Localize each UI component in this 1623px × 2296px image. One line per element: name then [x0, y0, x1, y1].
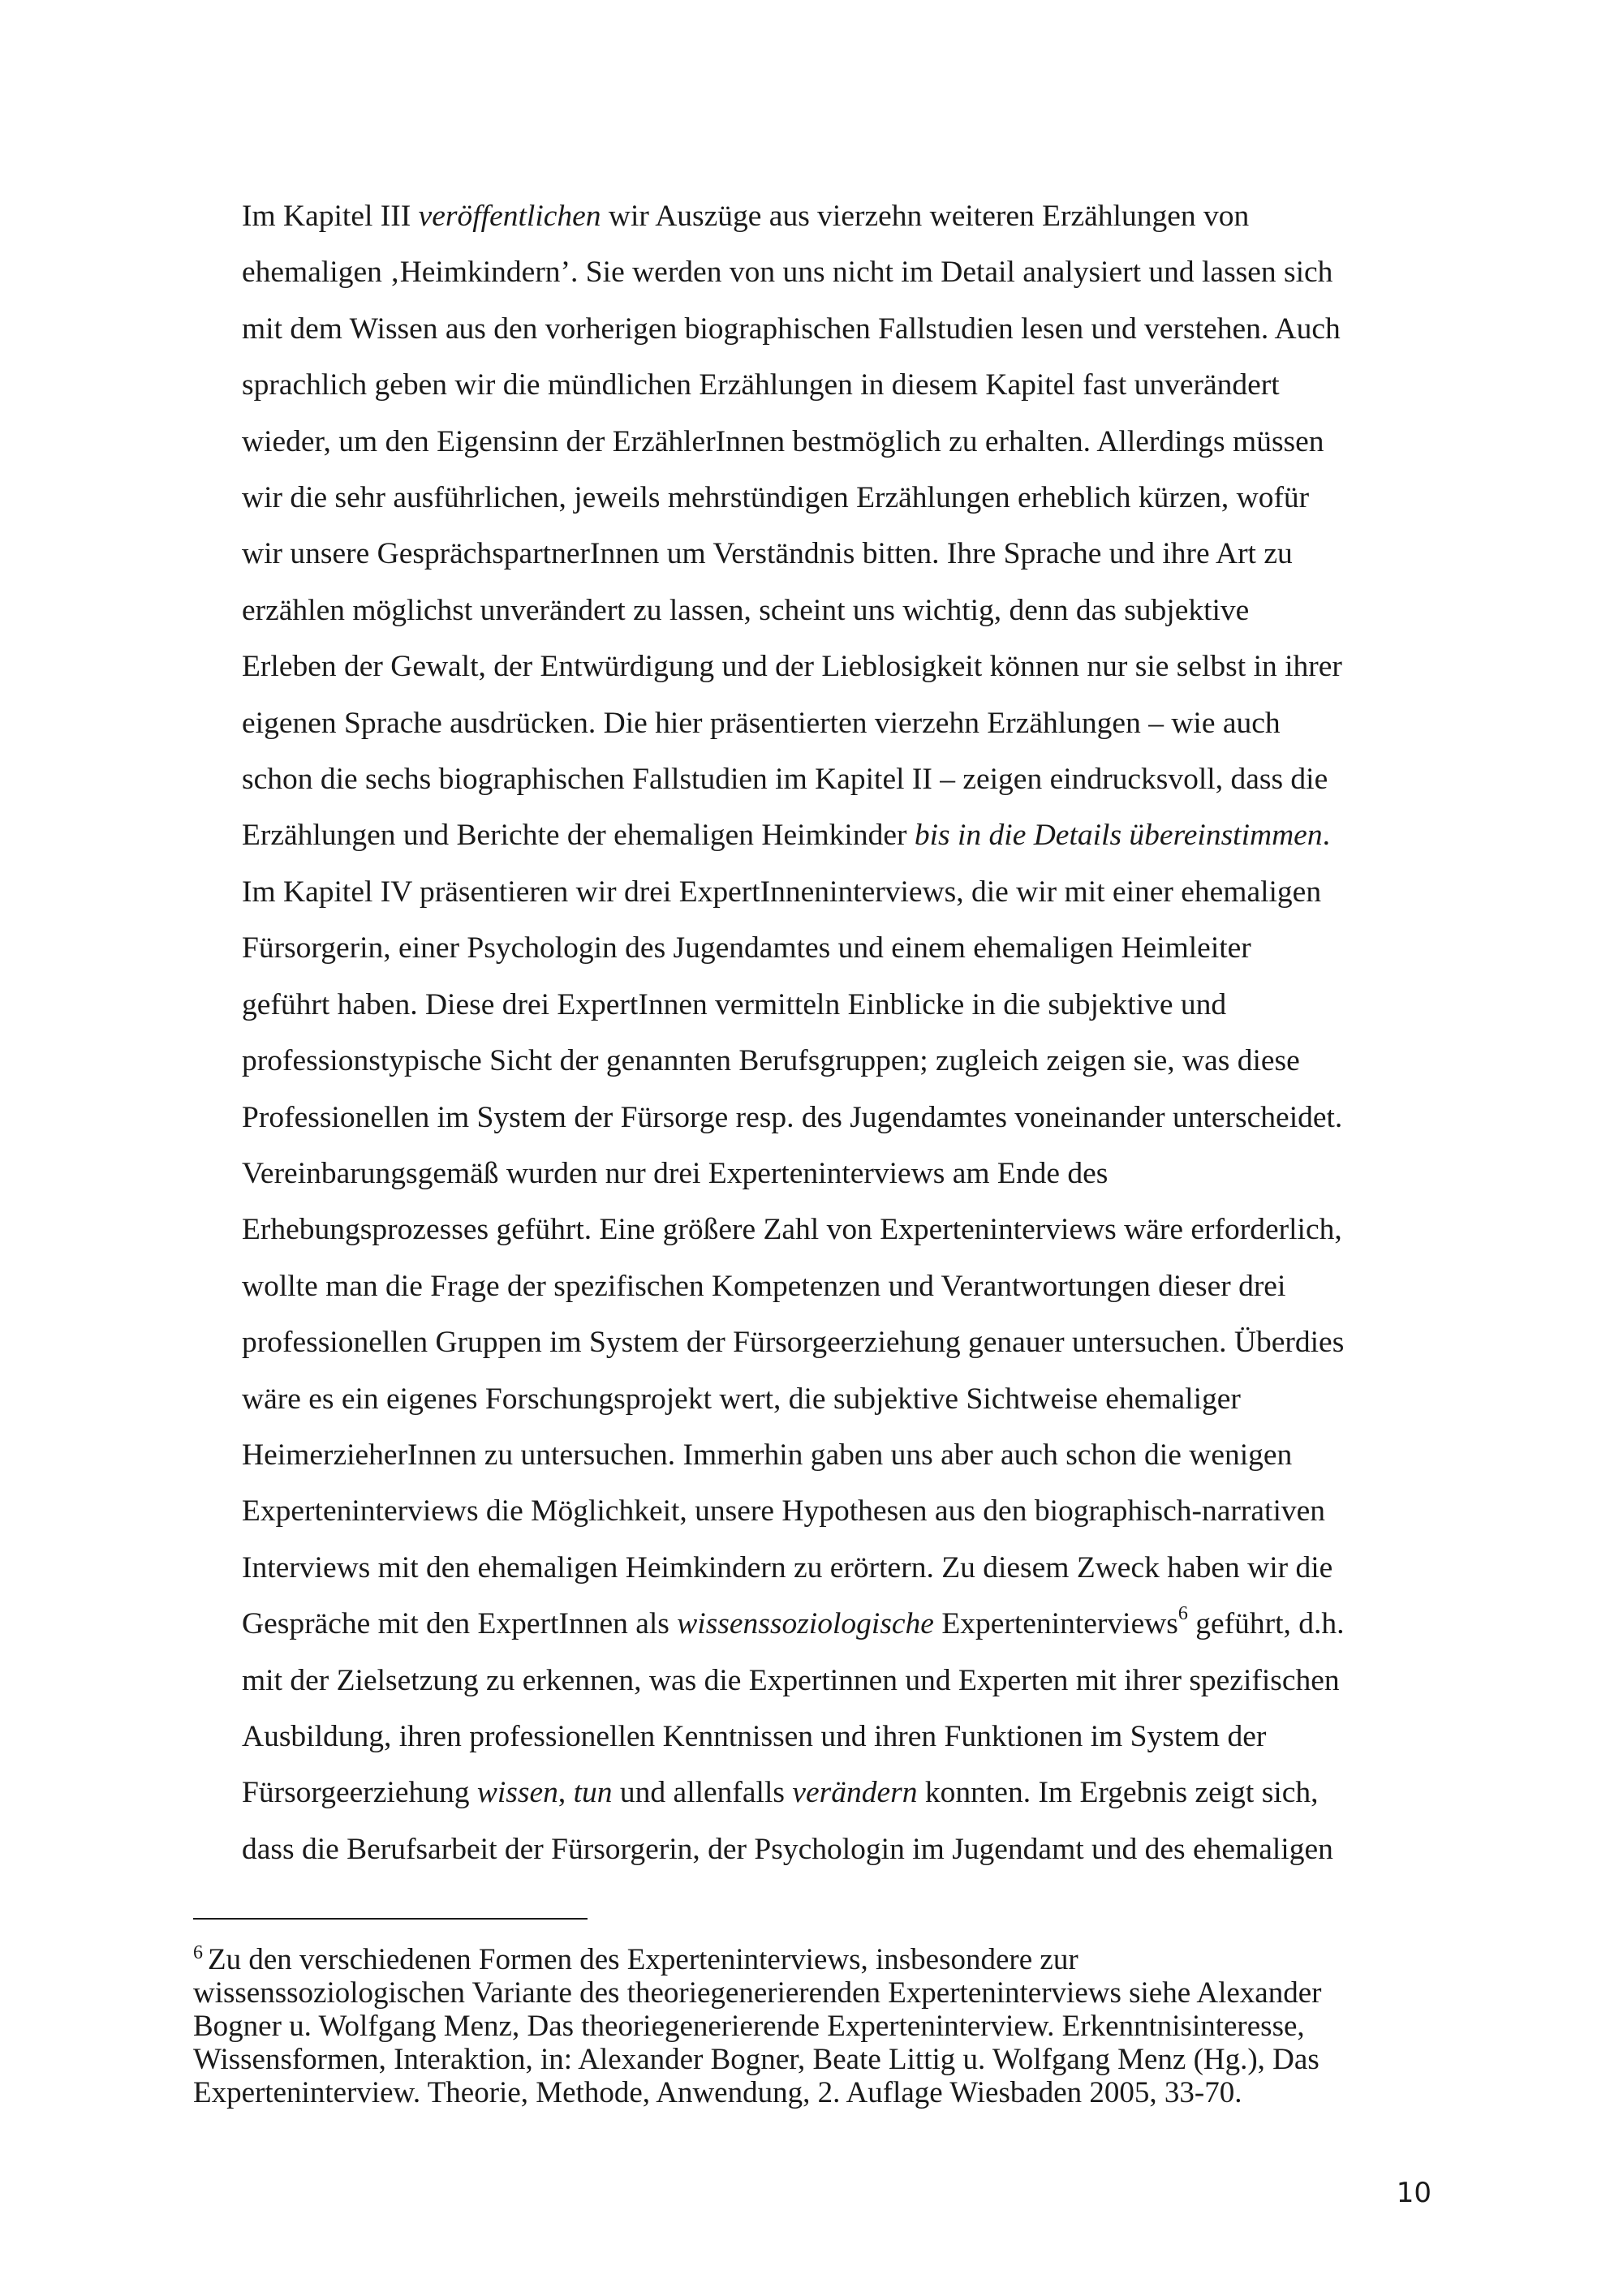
text-line: professionellen Gruppen im System der Fürsorgeerziehung genauer untersuchen. Überdies — [242, 1326, 1345, 1360]
text-line: Vereinbarungsgemäß wurden nur drei Experteninterviews am Ende des — [242, 1156, 1109, 1190]
footnote-reference[interactable]: 6 — [1177, 1602, 1188, 1624]
text-line: Gespräche mit den ExpertInnen als wissenssoziologische Experteninterviews$^6$ geführt, d.h. — [242, 1602, 1345, 1641]
footnote-line: Bogner u. Wolfgang Menz, Das theoriegenerierende Experteninterview. Erkenntnisinteresse, — [193, 2010, 1305, 2043]
text-line: wir die sehr ausführlichen, jeweils mehrstündigen Erzählungen erheblich kürzen, wofür — [242, 481, 1310, 515]
text-line: sprachlich geben wir die mündlichen Erzählungen in diesem Kapitel fast unverändert — [242, 368, 1280, 402]
text-line: erzählen möglichst unverändert zu lassen, scheint uns wichtig, denn das subjektive — [242, 593, 1250, 627]
text-line: Fürsorgeerziehung wissen, tun und allenfalls verändern konnten. Im Ergebnis zeigt sich, — [242, 1776, 1319, 1810]
text-line: wieder, um den Eigensinn der ErzählerInnen bestmöglich zu erhalten. Allerdings müssen — [242, 424, 1324, 458]
text-line: schon die sechs biographischen Fallstudien im Kapitel II – zeigen eindrucksvoll, dass die — [242, 763, 1328, 797]
footnote-line: Wissensformen, Interaktion, in: Alexander Bogner, Beate Littig u. Wolfgang Menz (Hg.), Das — [193, 2043, 1319, 2076]
text-line: Im Kapitel III veröffentlichen wir Auszüge aus vierzehn weiteren Erzählungen von — [242, 200, 1250, 233]
text-line: Ausbildung, ihren professionellen Kenntnissen und ihren Funktionen im System der — [242, 1719, 1267, 1753]
text-line: eigenen Sprache ausdrücken. Die hier präsentierten vierzehn Erzählungen – wie auch — [242, 706, 1281, 740]
text-line: professionstypische Sicht der genannten Berufsgruppen; zugleich zeigen sie, was diese — [242, 1044, 1300, 1078]
text-line: Interviews mit den ehemaligen Heimkindern zu erörtern. Zu diesem Zweck haben wir die — [242, 1550, 1333, 1584]
text-line: Erleben der Gewalt, der Entwürdigung und der Lieblosigkeit können nur sie selbst in ihrer — [242, 650, 1342, 684]
text-line: ehemaligen ‚Heimkindern’. Sie werden von uns nicht im Detail analysiert und lassen sich — [242, 256, 1333, 290]
footnote-line: wissenssoziologischen Variante des theoriegenerierenden Experteninterviews siehe Alexander — [193, 1976, 1322, 2010]
page-number: 10 — [1396, 2177, 1431, 2209]
footnote-mark: 6 — [193, 1941, 203, 1963]
text-line: wollte man die Frage der spezifischen Kompetenzen und Verantwortungen dieser drei — [242, 1269, 1286, 1303]
text-line: HeimerzieherInnen zu untersuchen. Immerhin gaben uns aber auch schon die wenigen — [242, 1438, 1293, 1472]
footnote — [193, 1943, 1459, 2109]
text-line: mit der Zielsetzung zu erkennen, was die Expertinnen und Experten mit ihrer spezifischen — [242, 1663, 1340, 1697]
text-line: geführt haben. Diese drei ExpertInnen vermitteln Einblicke in die subjektive und — [242, 987, 1227, 1021]
body-paragraph — [242, 188, 1443, 1877]
text-line: Im Kapitel IV präsentieren wir drei ExpertInneninterviews, die wir mit einer ehemaligen — [242, 875, 1322, 909]
footnote-line: $^6$ Zu den verschiedenen Formen des Experteninterviews, insbesondere zur — [193, 1941, 1078, 1976]
footnote-divider — [193, 1918, 588, 1920]
text-line: Erzählungen und Berichte der ehemaligen Heimkinder bis in die Details übereinstimmen. — [242, 819, 1330, 853]
text-line: Professionellen im System der Fürsorge resp. des Jugendamtes voneinander unterscheidet. — [242, 1100, 1343, 1134]
footnote-line: Experteninterview. Theorie, Methode, Anwendung, 2. Auflage Wiesbaden 2005, 33-70. — [193, 2076, 1242, 2109]
text-line: wäre es ein eigenes Forschungsprojekt wert, die subjektive Sichtweise ehemaliger — [242, 1382, 1241, 1416]
text-line: wir unsere GesprächspartnerInnen um Verständnis bitten. Ihre Sprache und ihre Art zu — [242, 537, 1293, 571]
text-line: dass die Berufsarbeit der Fürsorgerin, der Psychologin im Jugendamt und des ehemaligen — [242, 1832, 1333, 1866]
text-line: Erhebungsprozesses geführt. Eine größere Zahl von Experteninterviews wäre erforderlich, — [242, 1213, 1342, 1247]
text-line: Experteninterviews die Möglichkeit, unsere Hypothesen aus den biographisch-narrativen — [242, 1494, 1326, 1529]
text-line: mit dem Wissen aus den vorherigen biographischen Fallstudien lesen und verstehen. Auch — [242, 312, 1341, 346]
text-line: Fürsorgerin, einer Psychologin des Jugendamtes und einem ehemaligen Heimleiter — [242, 931, 1251, 965]
